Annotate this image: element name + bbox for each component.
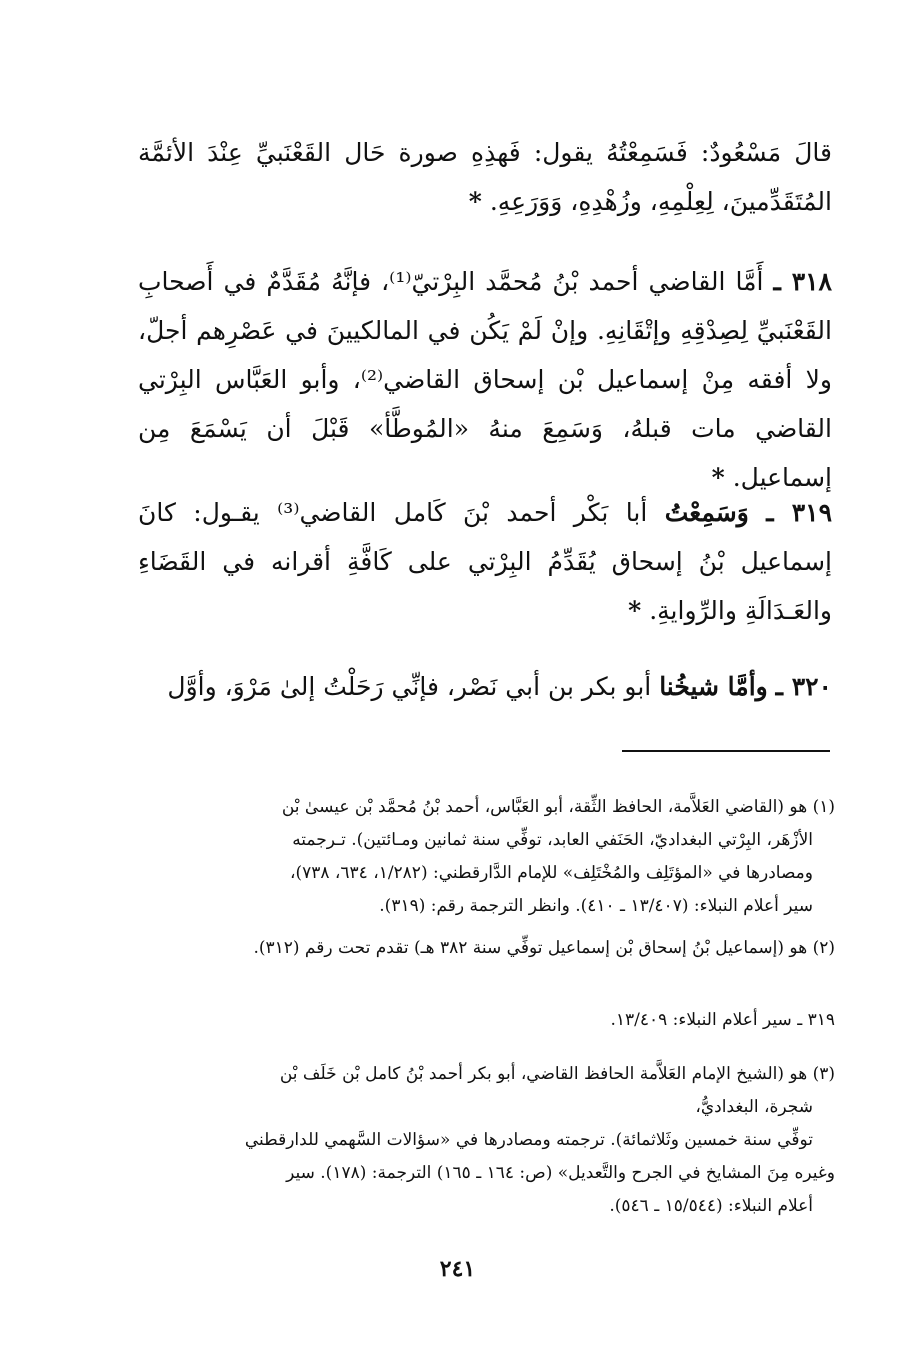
lead-word: وأمَّا شيخُنا — [659, 672, 768, 701]
footnote-line: الأزْهَر، البِرْتي البغداديّ، الحَنَفي العابد، توفِّي سنة ثمانين ومـائتين). تـرجمته — [292, 830, 813, 850]
paragraph-320 — [138, 662, 832, 711]
footnote-line: شجرة، البغداديُّ، — [695, 1097, 813, 1117]
source-line: ٣١٩ ـ سير أعلام النبلاء: ١٣/٤٠٩. — [610, 1010, 835, 1030]
footnote-line: وغيره مِنَ المشايخ في الجرح والتَّعديل» (ص: ١٦٤ ـ ١٦٥) الترجمة: (١٧٨). سير — [286, 1163, 835, 1183]
footnote-line: توفِّي سنة خمسين وثَلاثمائة). ترجمته ومصادرها في «سؤالات السَّهمي للدارقطني — [244, 1130, 813, 1150]
paragraph-317-continuation — [138, 128, 832, 226]
section-end-star: * — [711, 463, 725, 492]
footnote-2 — [138, 932, 835, 965]
section-end-star: * — [468, 187, 482, 216]
footnote-separator — [622, 750, 830, 752]
paragraph-text: قالَ مَسْعُودٌ: فَسَمِعْتُهُ يقول: فَهذِهِ صورة حَال القَعْنَبيِّ عِنْدَ الأئمَّة المُتَقَدِّمينَ، لِعِلْمِهِ، وزُهْدِهِ، وَوَرَعِهِ. — [138, 138, 832, 216]
paragraph-318 — [138, 257, 832, 502]
entry-number: ٣١٩ ـ — [766, 498, 833, 527]
paragraph-text: أَمَّا القاضي أحمد بْنُ مُحمَّد البِرْتيّ⁽¹⁾، فإنَّهُ مُقَدَّمٌ في أَصحابِ القَعْنَبيِّ لِصِدْقِهِ وإتْقَانِهِ. وإنْ لَمْ يَكُن في المالكيينَ في عَصْرِهم أجلّ، ولا أفقه مِنْ إسماعيل بْن إسحاق القاضي⁽²⁾، وأبو العَبَّاس البِرْتي القاضي مات قبلهُ، وَسَمِعَ منهُ «المُوطَّأ» قَبْلَ أن يَسْمَعَ مِن إسماعيل. — [138, 267, 832, 492]
footnote-line: (٣) هو (الشيخ الإمام العَلاَّمة الحافظ القاضي، أبو بكر أحمد بْنُ كامل بْن خَلَف بْن — [279, 1064, 835, 1084]
entry-number: ٣٢٠ ـ — [775, 672, 832, 701]
source-reference — [138, 1004, 835, 1037]
paragraph-text: أبو بكر بن أبي نَصْر، فإنِّي رَحَلْتُ إلىٰ مَرْوَ، وأوَّل — [167, 672, 652, 701]
footnote-line: أعلام النبلاء: (١٥/٥٤٤ ـ ٥٤٦). — [609, 1196, 813, 1216]
footnote-line: سير أعلام النبلاء: (١٣/٤٠٧ ـ ٤١٠). وانظر الترجمة رقم: (٣١٩). — [379, 896, 813, 916]
paragraph-text: أبا بَكْر أحمد بْنَ كَامل القاضي⁽³⁾ يقـول: كانَ إسماعيل بْنُ إسحاق يُقَدِّمُ البِرْتي على كَافَّةِ أقرانه في القَضَاءِ والعَـدَالَةِ والرِّوايةِ. — [138, 498, 832, 625]
footnote-line: (١) هو (القاضي العَلاَّمة، الحافظ الثِّقة، أبو العَبَّاس، أحمد بْنُ مُحمَّد بْن عيسىٰ بْن — [281, 797, 835, 817]
lead-word: وَسَمِعْتُ — [664, 498, 749, 527]
footnote-line: (٢) هو (إسماعيل بْنُ إسحاق بْن إسماعيل توفِّي سنة ٣٨٢ هـ) تقدم تحت رقم (٣١٢). — [253, 938, 835, 958]
entry-number: ٣١٨ ـ — [773, 267, 832, 296]
paragraph-319 — [138, 488, 832, 635]
footnote-line: ومصادرها في «المؤتَلِف والمُخْتَلِف» للإمام الدَّارقطني: (١/٢٨٢، ٦٣٤، ٧٣٨)، — [289, 863, 813, 883]
footnote-1 — [138, 791, 835, 923]
page-number: ٢٤١ — [439, 1256, 476, 1282]
section-end-star: * — [628, 596, 642, 625]
footnote-3 — [138, 1058, 835, 1223]
